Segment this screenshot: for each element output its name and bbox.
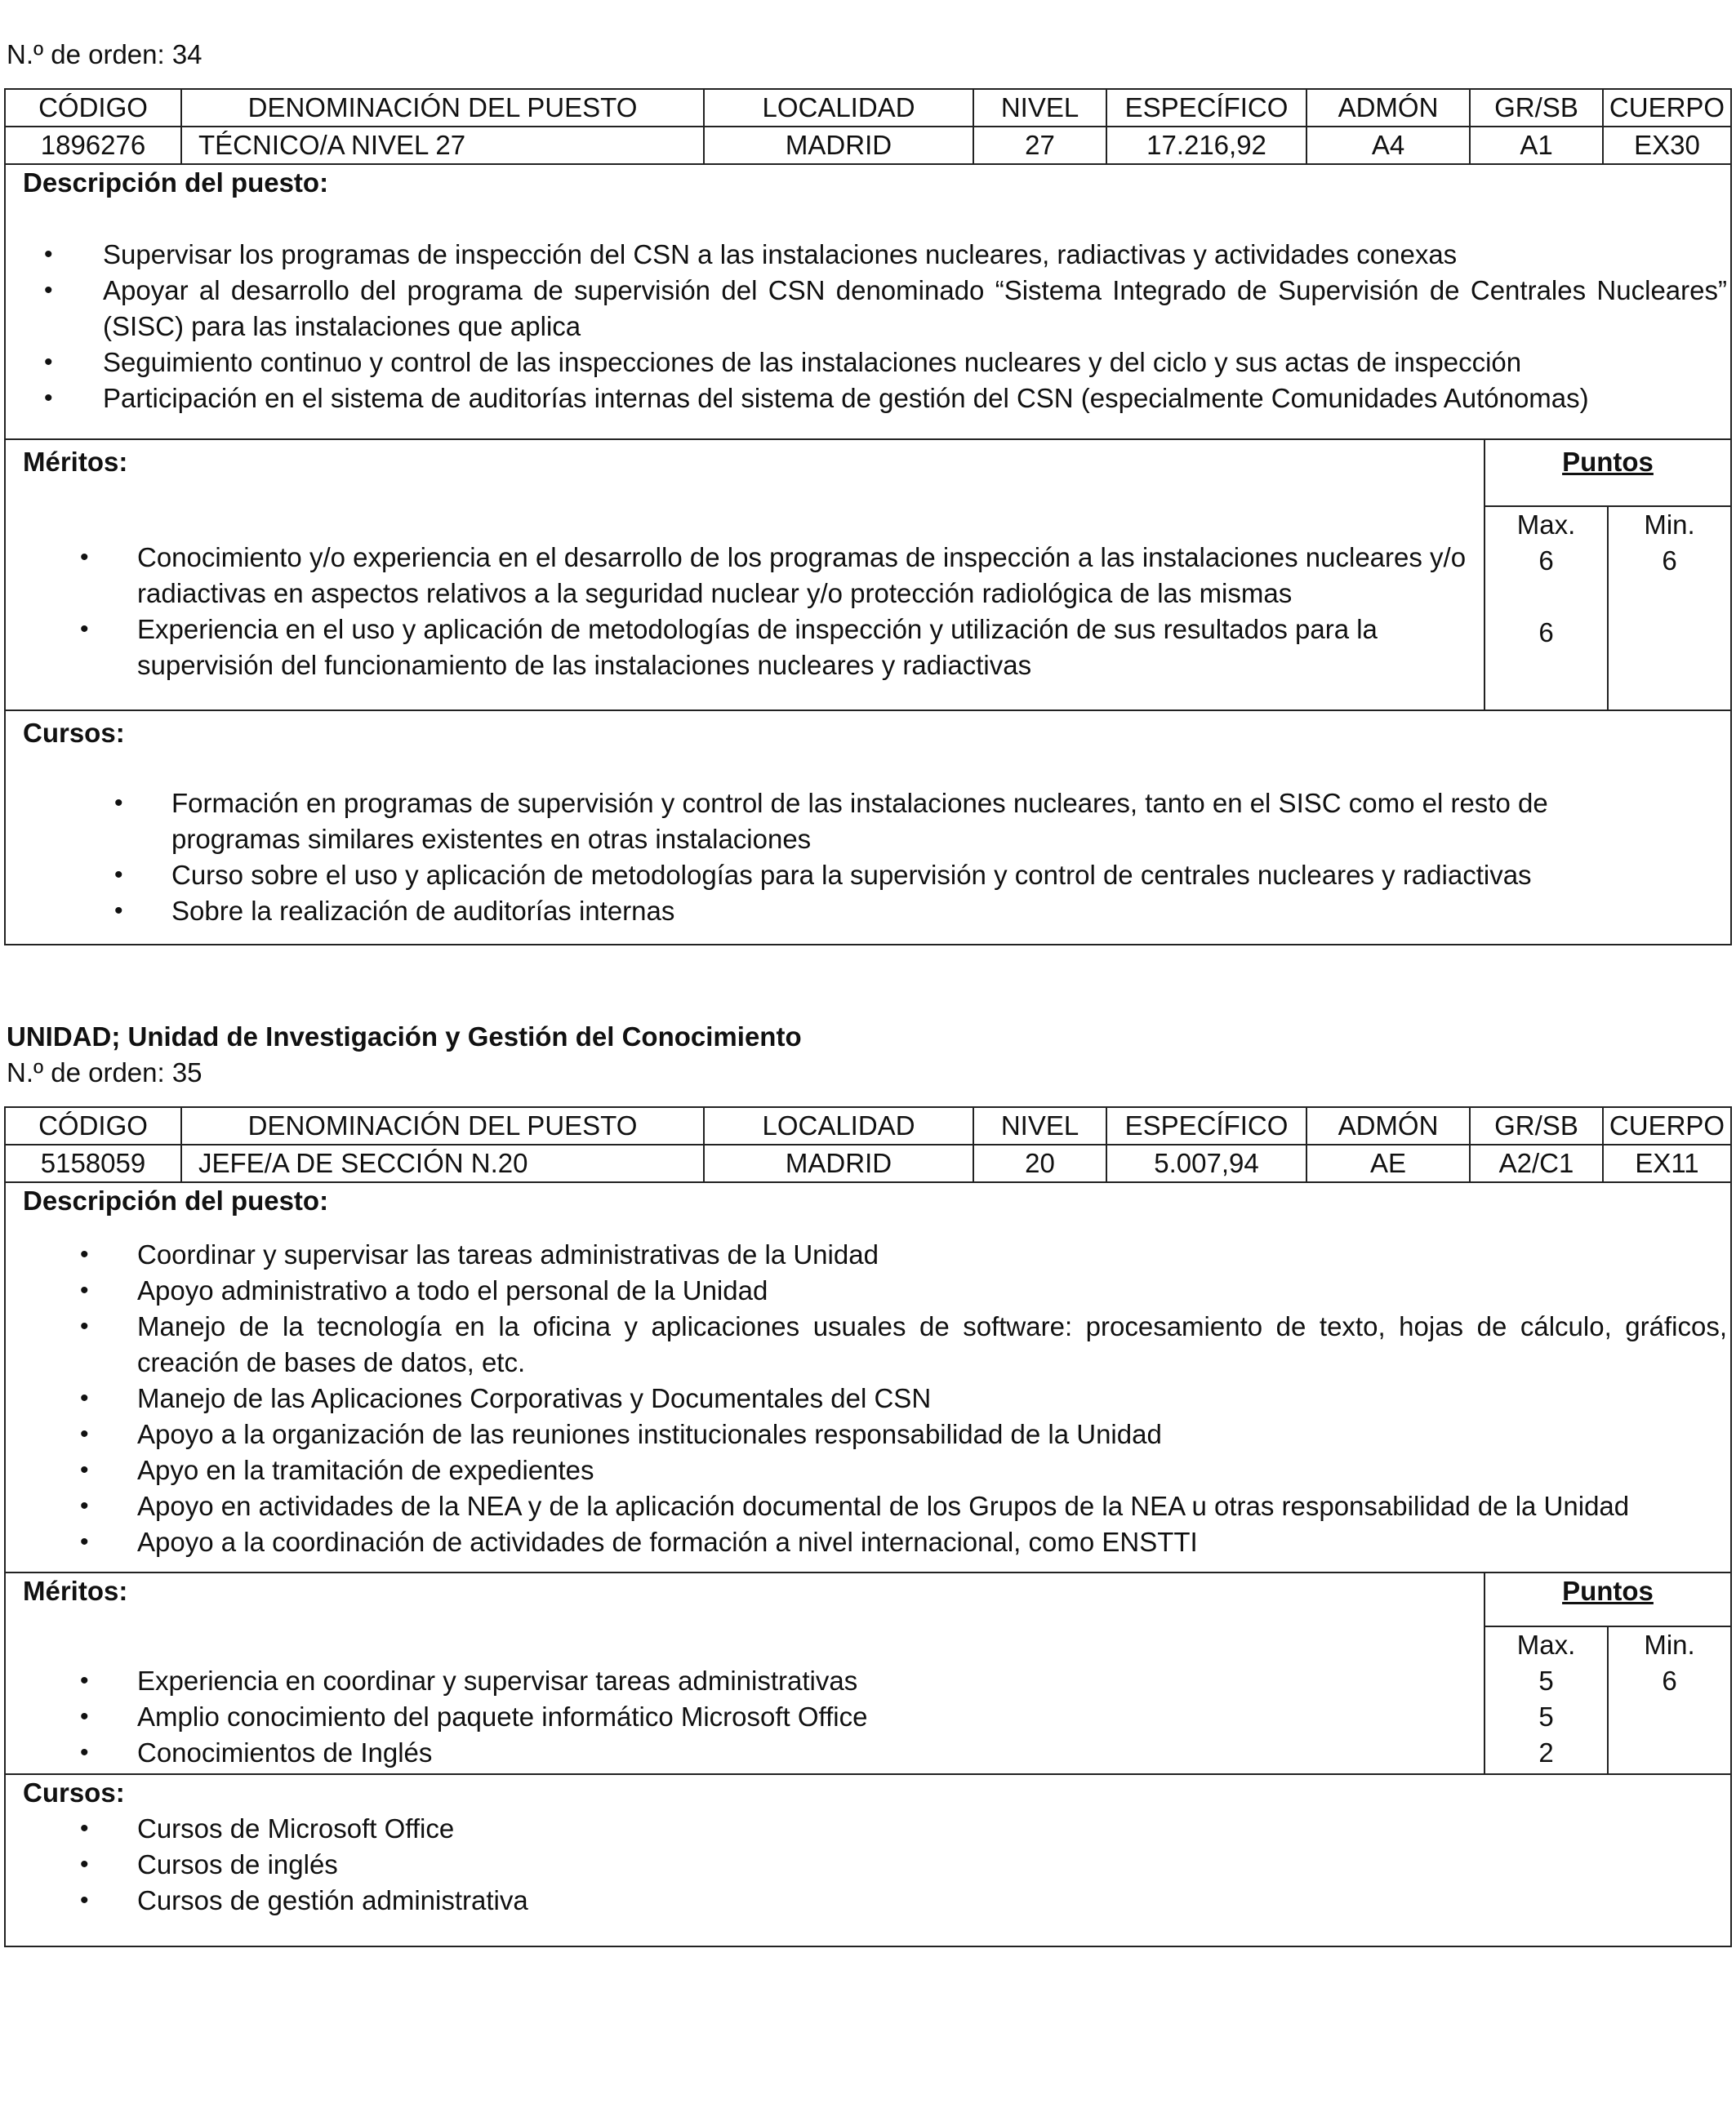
post-35-header-table [6,1108,1730,1183]
bullet-icon: • [44,241,53,268]
cell-especifico: 5.007,94 [1106,1145,1306,1182]
col-header-denominacion: DENOMINACIÓN DEL PUESTO [181,1108,704,1145]
col-header-grsb: GR/SB [1470,90,1603,127]
courses-section [6,1773,1730,1919]
col-header-admon: ADMÓN [1306,1108,1470,1145]
cell-especifico: 17.216,92 [1106,127,1306,164]
list-item: • Experiencia en coordinar y supervisar tareas administrativas [6,1663,1467,1699]
points-title: Puntos [1562,1576,1654,1606]
min-label: Min. [1644,1630,1695,1660]
points-panel [1484,1573,1730,1773]
merits-title: Méritos: [23,1576,128,1606]
bullet-icon: • [80,1277,89,1304]
cell-denominacion: TÉCNICO/A NIVEL 27 [181,127,704,164]
merits-title: Méritos: [23,447,128,477]
courses-list [6,1811,1730,1919]
bullet-icon: • [80,616,89,643]
bullet-icon: • [80,1667,89,1694]
list-item: • Experiencia en el uso y aplicación de metodologías de inspección y utilización de sus resultados para la supervisión del funcionamiento de las instalaciones nucleares y radiactivas [6,612,1467,683]
merits-section [6,438,1730,710]
bullet-icon: • [80,1421,89,1448]
description-title: Descripción del puesto: [23,167,329,198]
courses-title: Cursos: [23,718,125,748]
order-number-35: N.º de orden: 35 [7,1057,203,1088]
max-column [1485,1627,1607,1773]
max-value: 6 [1538,545,1554,576]
cell-localidad: MADRID [704,1145,973,1182]
bullet-icon: • [44,385,53,411]
col-header-admon: ADMÓN [1306,90,1470,127]
description-section [6,1183,1730,1572]
list-item: • Apoyo a la coordinación de actividades de formación a nivel internacional, como ENSTTI [6,1524,1730,1560]
list-item: • Cursos de gestión administrativa [6,1883,1730,1919]
points-columns [1485,1626,1730,1773]
cell-localidad: MADRID [704,127,973,164]
list-item: • Conocimientos de Inglés [6,1735,1467,1771]
bullet-icon: • [80,1492,89,1519]
list-item: • Sobre la realización de auditorías internas [6,893,1632,929]
points-title: Puntos [1562,447,1654,477]
bullet-icon: • [114,897,123,924]
merits-list-area [6,1573,1484,1773]
description-title: Descripción del puesto: [23,1186,329,1216]
merits-list-area [6,440,1484,710]
list-item: • Manejo de las Aplicaciones Corporativas y Documentales del CSN [6,1381,1730,1417]
max-column [1485,507,1607,710]
cell-denominacion: JEFE/A DE SECCIÓN N.20 [181,1145,704,1182]
post-34-header-table [6,90,1730,165]
bullet-icon: • [80,1703,89,1730]
list-item: • Apoyo a la organización de las reuniones institucionales responsabilidad de la Unidad [6,1417,1730,1452]
list-item: • Apoyo en actividades de la NEA y de la aplicación documental de los Grupos de la NEA u otras responsabilidad de la Unidad [6,1488,1730,1524]
col-header-especifico: ESPECÍFICO [1106,90,1306,127]
max-value: 5 [1538,1702,1554,1732]
list-item: • Coordinar y supervisar las tareas administrativas de la Unidad [6,1237,1730,1273]
list-item: • Cursos de Microsoft Office [6,1811,1730,1847]
list-item: • Amplio conocimiento del paquete informático Microsoft Office [6,1699,1467,1735]
merits-section [6,1572,1730,1773]
order-number-34: N.º de orden: 34 [7,39,203,69]
bullet-icon: • [80,1887,89,1914]
description-section [6,165,1730,438]
bullet-icon: • [80,1457,89,1484]
list-item: • Seguimiento continuo y control de las inspecciones de las instalaciones nucleares y del ciclo y sus actas de inspección [6,345,1730,380]
cell-nivel: 20 [973,1145,1106,1182]
cell-codigo: 1896276 [6,127,181,164]
bullet-icon: • [114,790,123,816]
col-header-codigo: CÓDIGO [6,1108,181,1145]
list-item: • Apoyar al desarrollo del programa de supervisión del CSN denominado “Sistema Integrado de Supervisión de Centrales Nucleares” (SISC) para las instalaciones que aplica [6,273,1730,345]
description-list [6,1237,1730,1560]
cell-admon: AE [1306,1145,1470,1182]
courses-section [6,710,1730,944]
bullet-icon: • [44,349,53,376]
points-panel [1484,440,1730,710]
list-item: • Apoyo administrativo a todo el personal de la Unidad [6,1273,1730,1309]
merits-list [6,540,1467,683]
cell-codigo: 5158059 [6,1145,181,1182]
bullet-icon: • [80,1739,89,1766]
courses-title: Cursos: [23,1777,125,1808]
cell-admon: A4 [1306,127,1470,164]
col-header-grsb: GR/SB [1470,1108,1603,1145]
post-34-card [4,88,1732,945]
unit-heading: UNIDAD; Unidad de Investigación y Gestión del Conocimiento [7,1021,802,1052]
list-item: • Conocimiento y/o experiencia en el desarrollo de los programas de inspección a las instalaciones nucleares y/o radiactivas en aspectos relativos a la seguridad nuclear y/o protección radiológica de las mismas [6,540,1467,612]
bullet-icon: • [80,1851,89,1878]
bullet-icon: • [80,1385,89,1412]
max-label: Max. [1516,1630,1576,1660]
cell-grsb: A1 [1470,127,1603,164]
bullet-icon: • [80,544,89,571]
min-label: Min. [1644,509,1695,540]
col-header-cuerpo: CUERPO [1603,90,1730,127]
bullet-icon: • [114,861,123,888]
min-column [1607,1627,1730,1773]
list-item: • Supervisar los programas de inspección del CSN a las instalaciones nucleares, radiactivas y actividades conexas [6,237,1730,273]
bullet-icon: • [44,277,53,304]
list-item: • Formación en programas de supervisión y control de las instalaciones nucleares, tanto en el SISC como el resto de programas similares existentes en otras instalaciones [6,785,1632,857]
bullet-icon: • [80,1528,89,1555]
cell-cuerpo: EX30 [1603,127,1730,164]
max-value: 6 [1538,617,1554,647]
col-header-localidad: LOCALIDAD [704,1108,973,1145]
max-label: Max. [1516,509,1576,540]
max-value: 2 [1538,1737,1554,1768]
list-item: • Cursos de inglés [6,1847,1730,1883]
min-value: 6 [1662,1666,1677,1696]
points-columns [1485,505,1730,710]
col-header-codigo: CÓDIGO [6,90,181,127]
description-list [6,237,1730,416]
data-row [6,127,1730,164]
col-header-localidad: LOCALIDAD [704,90,973,127]
bullet-icon: • [80,1815,89,1842]
col-header-especifico: ESPECÍFICO [1106,1108,1306,1145]
col-header-denominacion: DENOMINACIÓN DEL PUESTO [181,90,704,127]
list-item: • Apyo en la tramitación de expedientes [6,1452,1730,1488]
col-header-nivel: NIVEL [973,1108,1106,1145]
list-item: • Participación en el sistema de auditorías internas del sistema de gestión del CSN (especialmente Comunidades Autónomas) [6,380,1730,416]
list-item: • Manejo de la tecnología en la oficina y aplicaciones usuales de software: procesamiento de texto, hojas de cálculo, gráficos, creación de bases de datos, etc. [6,1309,1730,1381]
cell-nivel: 27 [973,127,1106,164]
col-header-cuerpo: CUERPO [1603,1108,1730,1145]
bullet-icon: • [80,1241,89,1268]
bullet-icon: • [80,1313,89,1340]
header-row [6,1108,1730,1145]
header-row [6,90,1730,127]
cell-grsb: A2/C1 [1470,1145,1603,1182]
col-header-nivel: NIVEL [973,90,1106,127]
min-value: 6 [1662,545,1677,576]
cell-cuerpo: EX11 [1603,1145,1730,1182]
post-35-card [4,1106,1732,1947]
merits-list [6,1663,1467,1771]
list-item: • Curso sobre el uso y aplicación de metodologías para la supervisión y control de centrales nucleares y radiactivas [6,857,1632,893]
courses-list [6,785,1632,929]
min-column [1607,507,1730,710]
max-value: 5 [1538,1666,1554,1696]
data-row [6,1145,1730,1182]
